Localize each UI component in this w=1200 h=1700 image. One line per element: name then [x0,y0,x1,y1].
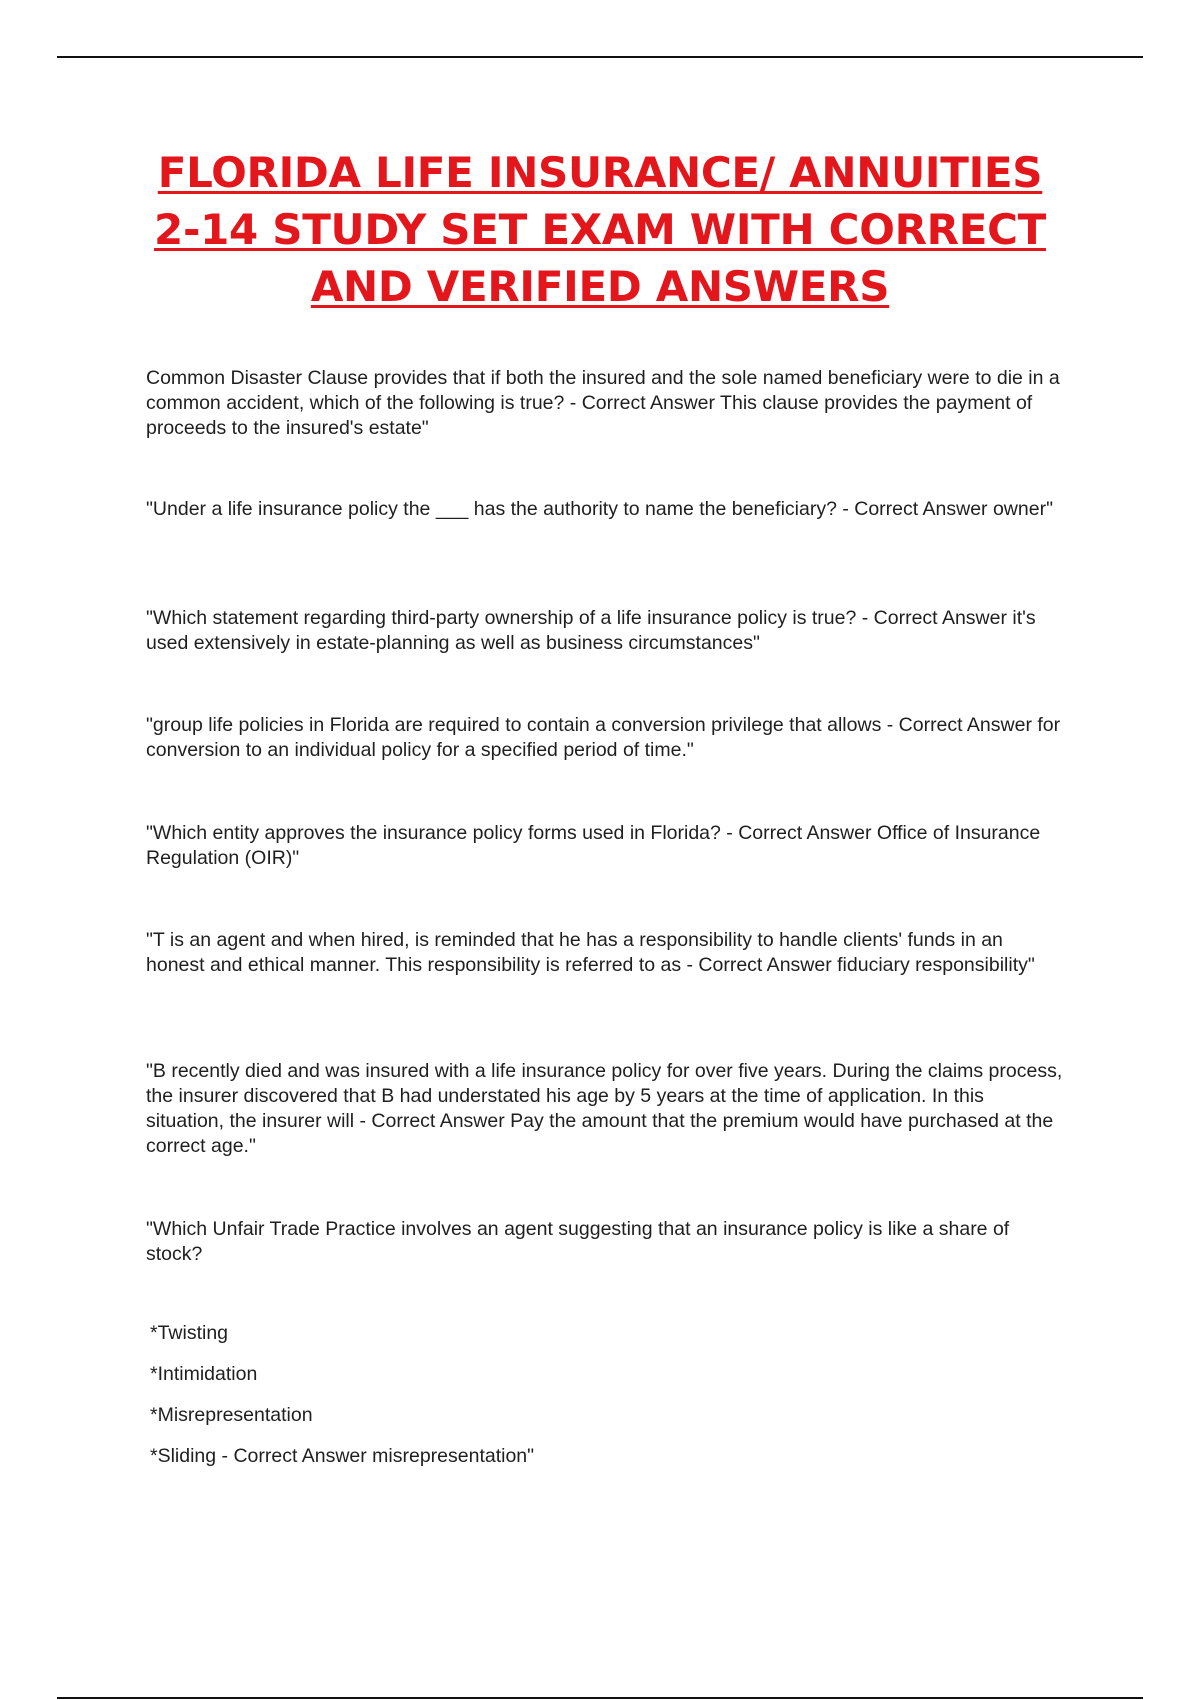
qa-item-7: "B recently died and was insured with a life insurance policy for over five years. During the claims process, the insurer discovered that B had understated his age by 5 years at the time of application. In this situation, the insurer will - Correct Answer Pay the amount that the premium would have purchased at the correct age." [146,1060,1063,1157]
choice-sliding: *Sliding - Correct Answer misrepresentation" [150,1445,535,1467]
top-rule [57,56,1143,58]
qa-item-8: "Which Unfair Trade Practice involves an agent suggesting that an insurance policy is like a share of stock? [146,1218,1010,1265]
choice-misrepresentation: *Misrepresentation [150,1404,313,1426]
qa-item-6: "T is an agent and when hired, is reminded that he has a responsibility to handle clients' funds in an honest and ethical manner. This responsibility is referred to as - Correct Answer fiduciary responsibility" [146,929,1035,976]
choice-twisting: *Twisting [150,1322,229,1344]
qa-item-5: "Which entity approves the insurance policy forms used in Florida? - Correct Answer Office of Insurance Regulation (OIR)" [146,822,1041,869]
document-title: FLORIDA LIFE INSURANCE/ ANNUITIES 2-14 STUDY SET EXAM WITH CORRECT AND VERIFIED ANSWERS [154,148,1046,311]
qa-item-3: "Which statement regarding third-party ownership of a life insurance policy is true? - Correct Answer it's used extensively in estate-planning as well as business circumstances" [146,607,1036,654]
qa-item-1: Common Disaster Clause provides that if both the insured and the sole named beneficiary were to die in a common accident, which of the following is true? - Correct Answer This clause provides the payment of proceeds to the insured's estate" [146,367,1060,439]
qa-item-4: "group life policies in Florida are required to contain a conversion privilege that allows - Correct Answer for conversion to an individual policy for a specified period of time." [146,714,1061,761]
qa-item-2: "Under a life insurance policy the ___ has the authority to name the beneficiary? - Correct Answer owner" [146,498,1053,520]
bottom-rule [57,1697,1143,1699]
choice-intimidation: *Intimidation [150,1363,258,1385]
answer-choices [150,1321,1050,1485]
